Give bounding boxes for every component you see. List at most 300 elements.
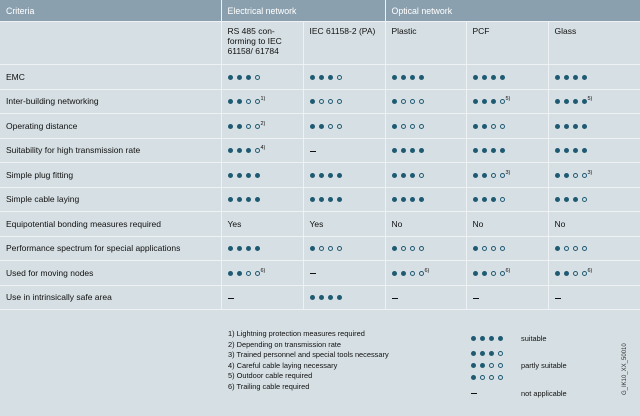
footnote-ref: 5) <box>505 96 511 103</box>
empty-dot-icon <box>246 271 251 276</box>
filled-dot-icon <box>491 99 496 104</box>
empty-dot-icon <box>500 197 505 202</box>
footnote-item: 6) Trailing cable required <box>228 381 310 391</box>
legend-label-not-applicable: not applicable <box>521 388 567 398</box>
legend-row-partly <box>471 360 611 370</box>
filled-dot-icon <box>564 197 569 202</box>
legend-dots-1 <box>471 375 521 380</box>
filled-dot-icon <box>228 148 233 153</box>
rating-cell <box>548 163 640 188</box>
empty-dot-icon <box>328 99 333 104</box>
rating-cell <box>548 285 640 310</box>
filled-dot-icon <box>328 197 333 202</box>
rating-dots <box>310 173 342 178</box>
empty-dot-icon <box>419 99 424 104</box>
filled-dot-icon <box>228 246 233 251</box>
filled-dot-icon <box>500 148 505 153</box>
rating-cell <box>303 261 385 286</box>
filled-dot-icon <box>491 75 496 80</box>
yes-no-value: Yes <box>227 218 242 229</box>
empty-dot-icon <box>328 124 333 129</box>
filled-dot-icon <box>491 197 496 202</box>
footnote-ref: 1) <box>260 96 266 103</box>
rating-cell <box>221 212 303 237</box>
rating-dots <box>555 99 587 104</box>
rating-cell <box>466 138 548 163</box>
not-applicable-dash <box>228 298 234 299</box>
table-row <box>0 89 640 114</box>
filled-dot-icon <box>473 197 478 202</box>
filled-dot-icon <box>310 75 315 80</box>
rating-dots <box>228 75 260 80</box>
filled-dot-icon <box>564 173 569 178</box>
filled-dot-icon <box>319 124 324 129</box>
rating-cell <box>221 89 303 114</box>
empty-dot-icon <box>255 75 260 80</box>
filled-dot-icon <box>555 124 560 129</box>
empty-dot-icon <box>401 99 406 104</box>
row-label: EMC <box>0 65 221 90</box>
header-electrical-network: Electrical network <box>221 0 385 22</box>
not-applicable-dash <box>555 298 561 299</box>
rating-cell <box>385 138 466 163</box>
filled-dot-icon <box>392 124 397 129</box>
empty-dot-icon <box>319 99 324 104</box>
filled-dot-icon <box>392 197 397 202</box>
rating-dots <box>228 124 260 129</box>
filled-dot-icon <box>482 99 487 104</box>
filled-dot-icon <box>255 246 260 251</box>
filled-dot-icon <box>410 173 415 178</box>
rating-dots <box>473 99 505 104</box>
empty-dot-icon <box>419 246 424 251</box>
empty-dot-icon <box>500 271 505 276</box>
empty-dot-icon <box>255 99 260 104</box>
image-reference: G_IK10_XX_50010 <box>622 343 628 395</box>
filled-dot-icon <box>555 173 560 178</box>
filled-dot-icon <box>310 124 315 129</box>
subheader-plastic: Plastic <box>385 22 466 65</box>
legend-label-partly: partly suitable <box>521 360 567 370</box>
rating-cell <box>303 114 385 139</box>
rating-dots <box>228 173 260 178</box>
row-label: Simple cable laying <box>0 187 221 212</box>
row-label: Inter-building networking <box>0 89 221 114</box>
rating-cell <box>221 114 303 139</box>
filled-dot-icon <box>401 271 406 276</box>
table-row <box>0 65 640 90</box>
header-criteria: Criteria <box>0 0 221 22</box>
rating-dots <box>555 124 587 129</box>
table-row <box>0 212 640 237</box>
rating-cell <box>548 236 640 261</box>
filled-dot-icon <box>319 197 324 202</box>
row-label: Simple plug fitting <box>0 163 221 188</box>
rating-cell <box>303 187 385 212</box>
subheader-blank <box>0 22 221 65</box>
empty-dot-icon <box>337 124 342 129</box>
filled-dot-icon <box>237 197 242 202</box>
table-row <box>0 236 640 261</box>
rating-dots <box>392 99 424 104</box>
row-label: Used for moving nodes <box>0 261 221 286</box>
table-row <box>0 138 640 163</box>
filled-dot-icon <box>573 99 578 104</box>
table-row <box>0 187 640 212</box>
empty-dot-icon <box>419 173 424 178</box>
filled-dot-icon <box>555 197 560 202</box>
filled-dot-icon <box>337 197 342 202</box>
filled-dot-icon <box>401 173 406 178</box>
filled-dot-icon <box>319 295 324 300</box>
filled-dot-icon <box>564 148 569 153</box>
filled-dot-icon <box>582 148 587 153</box>
rating-cell <box>548 89 640 114</box>
row-label: Operating distance <box>0 114 221 139</box>
rating-cell <box>303 138 385 163</box>
rating-dots <box>555 197 587 202</box>
empty-dot-icon <box>246 99 251 104</box>
rating-cell <box>548 212 640 237</box>
empty-dot-icon <box>564 246 569 251</box>
rating-dots <box>473 124 505 129</box>
filled-dot-icon <box>555 99 560 104</box>
rating-dots <box>473 246 505 251</box>
rating-dots <box>392 148 424 153</box>
footnote-ref: 6) <box>424 267 430 274</box>
empty-dot-icon <box>491 271 496 276</box>
filled-dot-icon <box>555 148 560 153</box>
legend-label-suitable: suitable <box>521 333 547 343</box>
row-label: Performance spectrum for special applications <box>0 236 221 261</box>
filled-dot-icon <box>482 148 487 153</box>
filled-dot-icon <box>392 246 397 251</box>
rating-cell <box>303 163 385 188</box>
filled-dot-icon <box>246 173 251 178</box>
rating-cell <box>548 261 640 286</box>
rating-dots <box>555 75 587 80</box>
filled-dot-icon <box>237 124 242 129</box>
rating-dots <box>555 148 587 153</box>
empty-dot-icon <box>255 271 260 276</box>
filled-dot-icon <box>228 173 233 178</box>
filled-dot-icon <box>473 173 478 178</box>
legend-dash <box>471 393 521 394</box>
footnote-item: 1) Lightning protection measures required <box>228 329 365 338</box>
rating-cell <box>548 187 640 212</box>
rating-cell <box>303 89 385 114</box>
rating-cell <box>385 114 466 139</box>
rating-cell <box>385 236 466 261</box>
filled-dot-icon <box>237 173 242 178</box>
filled-dot-icon <box>482 271 487 276</box>
rating-cell <box>466 187 548 212</box>
rating-cell <box>548 65 640 90</box>
filled-dot-icon <box>482 197 487 202</box>
empty-dot-icon <box>491 246 496 251</box>
empty-dot-icon <box>582 197 587 202</box>
rating-cell <box>221 163 303 188</box>
filled-dot-icon <box>555 271 560 276</box>
filled-dot-icon <box>246 75 251 80</box>
rating-dots <box>473 148 505 153</box>
rating-dots <box>228 99 260 104</box>
filled-dot-icon <box>419 75 424 80</box>
filled-dot-icon <box>310 99 315 104</box>
filled-dot-icon <box>401 197 406 202</box>
filled-dot-icon <box>473 75 478 80</box>
filled-dot-icon <box>228 197 233 202</box>
rating-dots <box>392 197 424 202</box>
table-row <box>0 261 640 286</box>
filled-dot-icon <box>564 271 569 276</box>
filled-dot-icon <box>328 295 333 300</box>
not-applicable-dash <box>310 151 316 152</box>
filled-dot-icon <box>564 124 569 129</box>
filled-dot-icon <box>337 173 342 178</box>
legend-row-1 <box>471 372 611 382</box>
subheader-pcf: PCF <box>466 22 548 65</box>
empty-dot-icon <box>319 246 324 251</box>
empty-dot-icon <box>573 173 578 178</box>
filled-dot-icon <box>401 75 406 80</box>
filled-dot-icon <box>310 295 315 300</box>
filled-dot-icon <box>473 99 478 104</box>
footnote-ref: 3) <box>505 169 511 176</box>
rating-dots <box>310 99 342 104</box>
footnote-item: 4) Careful cable laying necessary <box>228 360 338 370</box>
rating-cell <box>385 212 466 237</box>
empty-dot-icon <box>328 246 333 251</box>
header-optical-network: Optical network <box>385 0 640 22</box>
rating-dots <box>473 173 505 178</box>
empty-dot-icon <box>255 124 260 129</box>
empty-dot-icon <box>337 99 342 104</box>
filled-dot-icon <box>237 271 242 276</box>
rating-cell <box>221 138 303 163</box>
filled-dot-icon <box>246 246 251 251</box>
filled-dot-icon <box>582 99 587 104</box>
rating-cell <box>385 187 466 212</box>
filled-dot-icon <box>392 173 397 178</box>
filled-dot-icon <box>573 197 578 202</box>
empty-dot-icon <box>491 124 496 129</box>
rating-cell <box>385 285 466 310</box>
filled-dot-icon <box>564 99 569 104</box>
legend-dots-2 <box>471 363 521 368</box>
footnote-ref: 3) <box>587 169 593 176</box>
rating-cell <box>548 114 640 139</box>
rating-cell <box>385 65 466 90</box>
rating-cell <box>303 285 385 310</box>
filled-dot-icon <box>500 75 505 80</box>
empty-dot-icon <box>500 173 505 178</box>
filled-dot-icon <box>319 75 324 80</box>
empty-dot-icon <box>419 124 424 129</box>
filled-dot-icon <box>246 148 251 153</box>
filled-dot-icon <box>473 246 478 251</box>
rating-dots <box>310 197 342 202</box>
filled-dot-icon <box>319 173 324 178</box>
filled-dot-icon <box>246 197 251 202</box>
rating-dots <box>473 75 505 80</box>
filled-dot-icon <box>328 75 333 80</box>
filled-dot-icon <box>401 148 406 153</box>
empty-dot-icon <box>410 271 415 276</box>
empty-dot-icon <box>337 246 342 251</box>
rating-dots <box>310 124 342 129</box>
table-row <box>0 114 640 139</box>
filled-dot-icon <box>482 75 487 80</box>
footnote-ref: 6) <box>505 267 511 274</box>
rating-cell <box>548 138 640 163</box>
empty-dot-icon <box>582 246 587 251</box>
filled-dot-icon <box>228 124 233 129</box>
rating-dots <box>228 246 260 251</box>
filled-dot-icon <box>237 148 242 153</box>
empty-dot-icon <box>482 246 487 251</box>
filled-dot-icon <box>582 124 587 129</box>
empty-dot-icon <box>573 246 578 251</box>
rating-dots <box>473 271 505 276</box>
filled-dot-icon <box>310 197 315 202</box>
table-subheader-row <box>0 22 640 65</box>
rating-dots <box>392 75 424 80</box>
filled-dot-icon <box>310 173 315 178</box>
empty-dot-icon <box>337 75 342 80</box>
filled-dot-icon <box>573 148 578 153</box>
filled-dot-icon <box>392 99 397 104</box>
filled-dot-icon <box>237 246 242 251</box>
rating-cell <box>303 236 385 261</box>
filled-dot-icon <box>582 75 587 80</box>
rating-dots <box>555 173 587 178</box>
filled-dot-icon <box>419 148 424 153</box>
footnote-ref: 6) <box>587 267 593 274</box>
filled-dot-icon <box>228 75 233 80</box>
empty-dot-icon <box>582 271 587 276</box>
empty-dot-icon <box>500 99 505 104</box>
filled-dot-icon <box>237 99 242 104</box>
rating-dots <box>392 124 424 129</box>
rating-dots <box>228 271 260 276</box>
rating-cell <box>303 212 385 237</box>
rating-cell <box>466 114 548 139</box>
rating-cell <box>221 236 303 261</box>
rating-cell <box>466 163 548 188</box>
table-row <box>0 163 640 188</box>
filled-dot-icon <box>410 197 415 202</box>
yes-no-value: Yes <box>309 218 324 229</box>
filled-dot-icon <box>410 148 415 153</box>
rating-cell <box>466 89 548 114</box>
empty-dot-icon <box>491 173 496 178</box>
row-label: Equipotential bonding measures required <box>0 212 221 237</box>
filled-dot-icon <box>473 124 478 129</box>
rating-cell <box>221 261 303 286</box>
rating-dots <box>392 173 424 178</box>
rating-dots <box>310 75 342 80</box>
rating-cell <box>466 212 548 237</box>
filled-dot-icon <box>392 75 397 80</box>
filled-dot-icon <box>573 75 578 80</box>
filled-dot-icon <box>419 197 424 202</box>
rating-dots <box>392 246 424 251</box>
filled-dot-icon <box>473 148 478 153</box>
footnote-ref: 2) <box>260 120 266 127</box>
empty-dot-icon <box>401 124 406 129</box>
table-header-row <box>0 0 640 22</box>
filled-dot-icon <box>255 173 260 178</box>
filled-dot-icon <box>237 75 242 80</box>
legend-dots-4 <box>471 336 521 341</box>
rating-dots <box>555 271 587 276</box>
footnote-ref: 4) <box>260 145 266 152</box>
not-applicable-dash <box>473 298 479 299</box>
row-label: Use in intrinsically safe area <box>0 285 221 310</box>
footnotes-list <box>228 329 389 393</box>
empty-dot-icon <box>410 124 415 129</box>
filled-dot-icon <box>228 99 233 104</box>
rating-dots <box>228 197 260 202</box>
filled-dot-icon <box>573 124 578 129</box>
subheader-glass: Glass <box>548 22 640 65</box>
empty-dot-icon <box>500 124 505 129</box>
filled-dot-icon <box>491 148 496 153</box>
rating-cell <box>466 285 548 310</box>
filled-dot-icon <box>255 197 260 202</box>
filled-dot-icon <box>392 271 397 276</box>
row-label: Suitability for high transmission rate <box>0 138 221 163</box>
empty-dot-icon <box>582 173 587 178</box>
empty-dot-icon <box>410 246 415 251</box>
rating-cell <box>221 187 303 212</box>
rating-dots <box>555 246 587 251</box>
filled-dot-icon <box>310 246 315 251</box>
empty-dot-icon <box>500 246 505 251</box>
legend-row-3 <box>471 348 611 358</box>
footnote-ref: 6) <box>260 267 266 274</box>
not-applicable-dash <box>310 273 316 274</box>
filled-dot-icon <box>555 246 560 251</box>
yes-no-value: No <box>554 218 566 229</box>
filled-dot-icon <box>482 124 487 129</box>
footnote-item: 5) Outdoor cable required <box>228 371 313 381</box>
empty-dot-icon <box>255 148 260 153</box>
filled-dot-icon <box>564 75 569 80</box>
legend-row-not-applicable <box>471 388 611 398</box>
rating-dots <box>473 197 505 202</box>
empty-dot-icon <box>573 271 578 276</box>
rating-cell <box>221 285 303 310</box>
rating-dots <box>392 271 424 276</box>
filled-dot-icon <box>337 295 342 300</box>
filled-dot-icon <box>228 271 233 276</box>
filled-dot-icon <box>555 75 560 80</box>
rating-cell <box>385 163 466 188</box>
empty-dot-icon <box>401 246 406 251</box>
empty-dot-icon <box>246 124 251 129</box>
yes-no-value: No <box>472 218 484 229</box>
filled-dot-icon <box>410 75 415 80</box>
not-applicable-dash <box>392 298 398 299</box>
rating-dots <box>228 148 260 153</box>
subheader-iec: IEC 61158-2 (PA) <box>303 22 385 65</box>
empty-dot-icon <box>419 271 424 276</box>
table-row <box>0 285 640 310</box>
subheader-rs485: RS 485 con- forming to IEC 61158/ 61784 <box>221 22 303 65</box>
rating-cell <box>466 65 548 90</box>
